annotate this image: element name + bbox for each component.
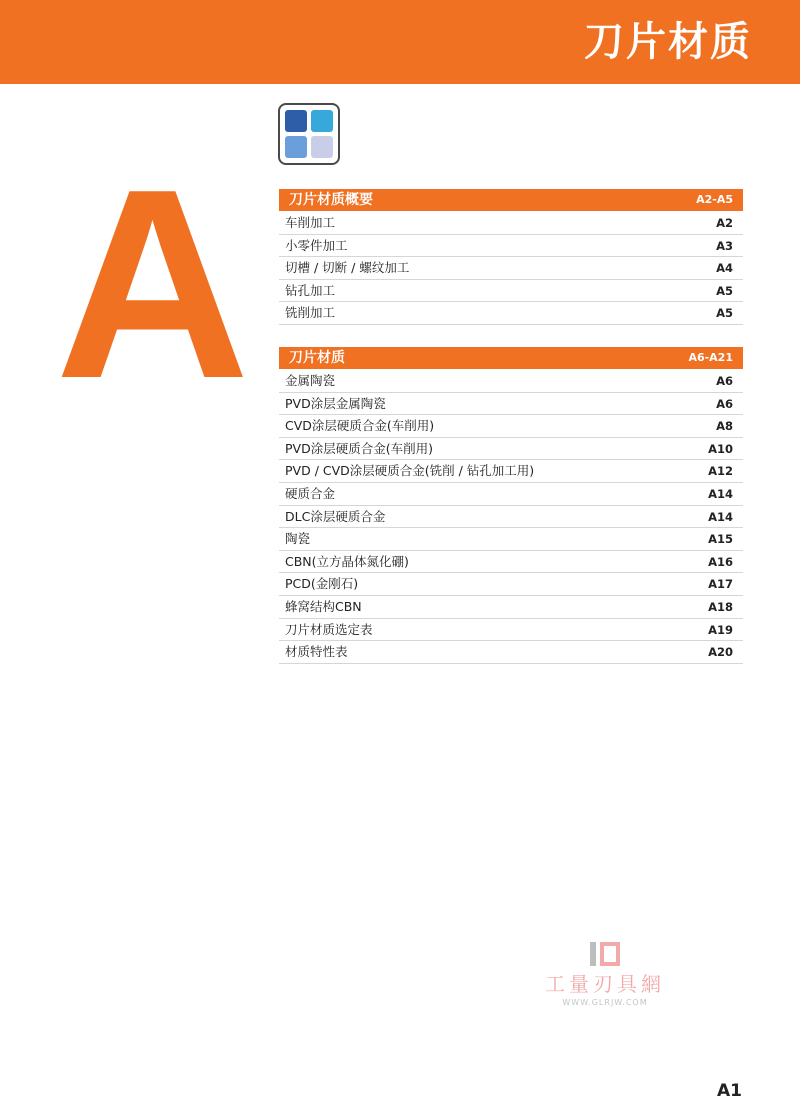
toc-row[interactable] — [279, 506, 743, 529]
watermark-logo-icon — [588, 940, 622, 968]
toc-row-label: 车削加工 — [285, 215, 336, 230]
toc-row-page: A16 — [708, 554, 733, 569]
toc-row-label: CBN(立方晶体氮化硼) — [285, 553, 409, 569]
watermark-text: 工量刃具網 — [545, 972, 665, 996]
toc-row[interactable] — [279, 460, 743, 483]
toc-row-page: A20 — [708, 645, 733, 660]
grid-icon-cell — [311, 136, 333, 158]
section-page-range: A2-A5 — [696, 193, 733, 206]
page-title: 刀片材质 — [584, 19, 752, 65]
toc-row-page: A4 — [716, 261, 733, 276]
grid-icon — [278, 103, 340, 165]
toc-row[interactable] — [279, 302, 743, 325]
section-title: 刀片材质 — [289, 350, 345, 366]
toc-row[interactable] — [279, 257, 743, 280]
toc-row[interactable] — [279, 596, 743, 619]
toc-row[interactable] — [279, 280, 743, 303]
toc-row-label: 硬质合金 — [285, 486, 336, 501]
toc-row[interactable] — [279, 370, 743, 393]
section-header — [279, 189, 743, 211]
toc-row-label: 铣削加工 — [285, 305, 336, 321]
toc-row[interactable] — [279, 212, 743, 235]
toc-row[interactable] — [279, 483, 743, 506]
toc-row-page: A5 — [716, 283, 733, 298]
watermark-url: WWW.GLRJW.COM — [562, 998, 648, 1007]
chapter-letter: A — [55, 134, 250, 435]
toc-row-page: A14 — [708, 509, 733, 524]
toc-row-page: A10 — [708, 441, 733, 456]
toc-row-label: 钻孔加工 — [285, 282, 336, 298]
section-page-range: A6-A21 — [688, 351, 733, 364]
toc-row[interactable] — [279, 528, 743, 551]
section-header — [279, 347, 743, 369]
toc-row-page: A3 — [716, 238, 733, 253]
toc-row-label: 金属陶瓷 — [285, 373, 336, 388]
grid-icon-cell — [285, 110, 307, 132]
section-title: 刀片材质概要 — [289, 192, 373, 208]
toc-row-page: A19 — [708, 622, 733, 637]
toc-row[interactable] — [279, 551, 743, 574]
toc-row-page: A6 — [716, 396, 733, 411]
watermark — [530, 940, 680, 1020]
toc-row[interactable] — [279, 573, 743, 596]
toc-row[interactable] — [279, 641, 743, 664]
toc-row-label: PVD涂层硬质合金(车削用) — [285, 440, 433, 456]
toc-row-label: 材质特性表 — [285, 644, 348, 660]
toc-row-page: A15 — [708, 532, 733, 547]
toc-row[interactable] — [279, 438, 743, 461]
toc-row-page: A8 — [716, 419, 733, 434]
toc-row-page: A6 — [716, 374, 733, 388]
toc-row[interactable] — [279, 393, 743, 416]
top-banner — [0, 0, 800, 84]
grid-icon-cell — [311, 110, 333, 132]
toc-row-label: PVD涂层金属陶瓷 — [285, 395, 386, 411]
toc-row-label: DLC涂层硬质合金 — [285, 508, 386, 524]
toc-row-page: A12 — [708, 464, 733, 479]
toc-row-label: PCD(金刚石) — [285, 576, 359, 592]
toc-row-label: 小零件加工 — [285, 237, 348, 253]
toc-row[interactable] — [279, 415, 743, 438]
toc-row-page: A5 — [716, 306, 733, 321]
toc-row-label: 蜂窝结构CBN — [285, 599, 362, 614]
grid-icon-cell — [285, 136, 307, 158]
toc-row[interactable] — [279, 235, 743, 258]
toc-row-page: A14 — [708, 487, 733, 501]
toc-row-page: A18 — [708, 600, 733, 614]
toc-row-label: 切槽 / 切断 / 螺纹加工 — [285, 260, 410, 276]
toc-row-page: A2 — [716, 216, 733, 230]
toc-row-label: PVD / CVD涂层硬质合金(铣削 / 钻孔加工用) — [285, 463, 535, 479]
toc-row-label: 陶瓷 — [285, 531, 311, 547]
toc-row-page: A17 — [708, 577, 733, 592]
page-number: A1 — [717, 1081, 742, 1101]
toc-row-label: CVD涂层硬质合金(车削用) — [285, 418, 435, 434]
toc-row-label: 刀片材质选定表 — [285, 621, 373, 637]
toc-row[interactable] — [279, 619, 743, 642]
